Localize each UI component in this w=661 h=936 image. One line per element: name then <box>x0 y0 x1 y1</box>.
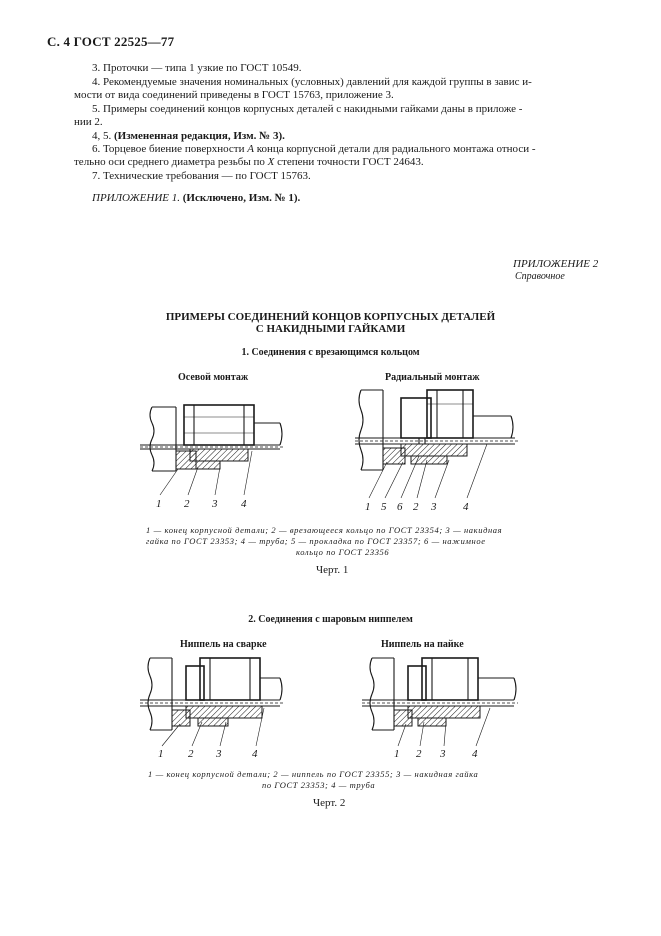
figure-1-caption-line1: 1 — конец корпусной детали; 2 — врезающееся кольцо по ГОСТ 23354; 3 — накидная <box>146 525 503 535</box>
callout-w-4: 4 <box>252 748 258 760</box>
callout-w-2: 2 <box>188 748 194 760</box>
paragraph-6-line1: 6. Торцевое биение поверхности А конца корпусной детали для радиального монтажа относи - <box>92 143 536 155</box>
section-2-title: 2. Соединения с шаровым ниппелем <box>248 614 413 625</box>
paragraph-7: 7. Технические требования — по ГОСТ 15763. <box>92 170 311 182</box>
drawing-soldered-nipple <box>362 652 522 764</box>
callout-r-5: 5 <box>381 501 387 513</box>
drawing-axial-mounting <box>140 395 290 520</box>
figure-1-caption-line3: кольцо по ГОСТ 23356 <box>296 547 390 557</box>
callout-s-2: 2 <box>416 748 422 760</box>
page-header: С. 4 ГОСТ 22525—77 <box>47 34 175 49</box>
section-1-right-label: Радиальный монтаж <box>385 372 480 383</box>
main-title-line1: ПРИМЕРЫ СОЕДИНЕНИЙ КОНЦОВ КОРПУСНЫХ ДЕТАЛЕЙ <box>165 311 496 323</box>
callout-4: 4 <box>241 498 247 510</box>
paragraph-4-line2: мости от вида соединений приведены в ГОСТ 15763, приложение 3. <box>74 89 394 101</box>
section-1-title: 1. Соединения с врезающимся кольцом <box>241 347 420 358</box>
paragraph-5-line1: 5. Примеры соединений концов корпусных деталей с накидными гайками даны в приложе - <box>92 103 523 115</box>
paragraph-3: 3. Проточки — типа 1 узкие по ГОСТ 10549. <box>92 62 302 74</box>
figure-2-caption-line2: по ГОСТ 23353; 4 — труба <box>262 780 376 790</box>
amendment-number: 4, 5. <box>92 130 112 142</box>
callout-s-4: 4 <box>472 748 478 760</box>
callout-w-1: 1 <box>158 748 164 760</box>
callout-3: 3 <box>212 498 218 510</box>
drawing-radial-mounting <box>355 382 525 520</box>
callout-s-3: 3 <box>440 748 446 760</box>
paragraph-6-line2: тельно оси среднего диаметра резьбы по X степени точности ГОСТ 24643. <box>74 156 424 168</box>
figure-2-caption-line1: 1 — конец корпусной детали; 2 — ниппель по ГОСТ 23355; 3 — накидная гайка <box>148 769 479 779</box>
callout-r-1: 1 <box>365 501 371 513</box>
amendment-note <box>92 130 285 144</box>
callout-w-3: 3 <box>216 748 222 760</box>
callout-r-2: 2 <box>413 501 419 513</box>
appendix-2-label: ПРИЛОЖЕНИЕ 2 <box>513 258 599 270</box>
section-2-left-label: Ниппель на сварке <box>180 639 267 650</box>
section-1-left-label: Осевой монтаж <box>178 372 249 383</box>
callout-r-3: 3 <box>431 501 437 513</box>
appendix-1-note: ПРИЛОЖЕНИЕ 1. (Исключено, Изм. № 1). <box>92 192 301 204</box>
drawing-welded-nipple <box>140 652 290 764</box>
figure-1-label: Черт. 1 <box>316 564 349 576</box>
figure-2-label: Черт. 2 <box>313 797 346 809</box>
callout-2: 2 <box>184 498 190 510</box>
figure-1-caption-line2: гайка по ГОСТ 23353; 4 — труба; 5 — прокладка по ГОСТ 23357; 6 — нажимное <box>146 536 486 546</box>
main-title-line2: С НАКИДНЫМИ ГАЙКАМИ <box>255 323 406 335</box>
appendix-2-type: Справочное <box>515 271 565 282</box>
amendment-text: (Измененная редакция, Изм. № 3). <box>114 130 285 142</box>
section-2-right-label: Ниппель на пайке <box>381 639 464 650</box>
callout-1: 1 <box>156 498 162 510</box>
callout-r-4: 4 <box>463 501 469 513</box>
paragraph-4-line1: 4. Рекомендуемые значения номинальных (условных) давлений для каждой группы в завис и- <box>92 76 532 88</box>
callout-r-6: 6 <box>397 501 403 513</box>
paragraph-5-line2: нии 2. <box>74 116 103 128</box>
callout-s-1: 1 <box>394 748 400 760</box>
